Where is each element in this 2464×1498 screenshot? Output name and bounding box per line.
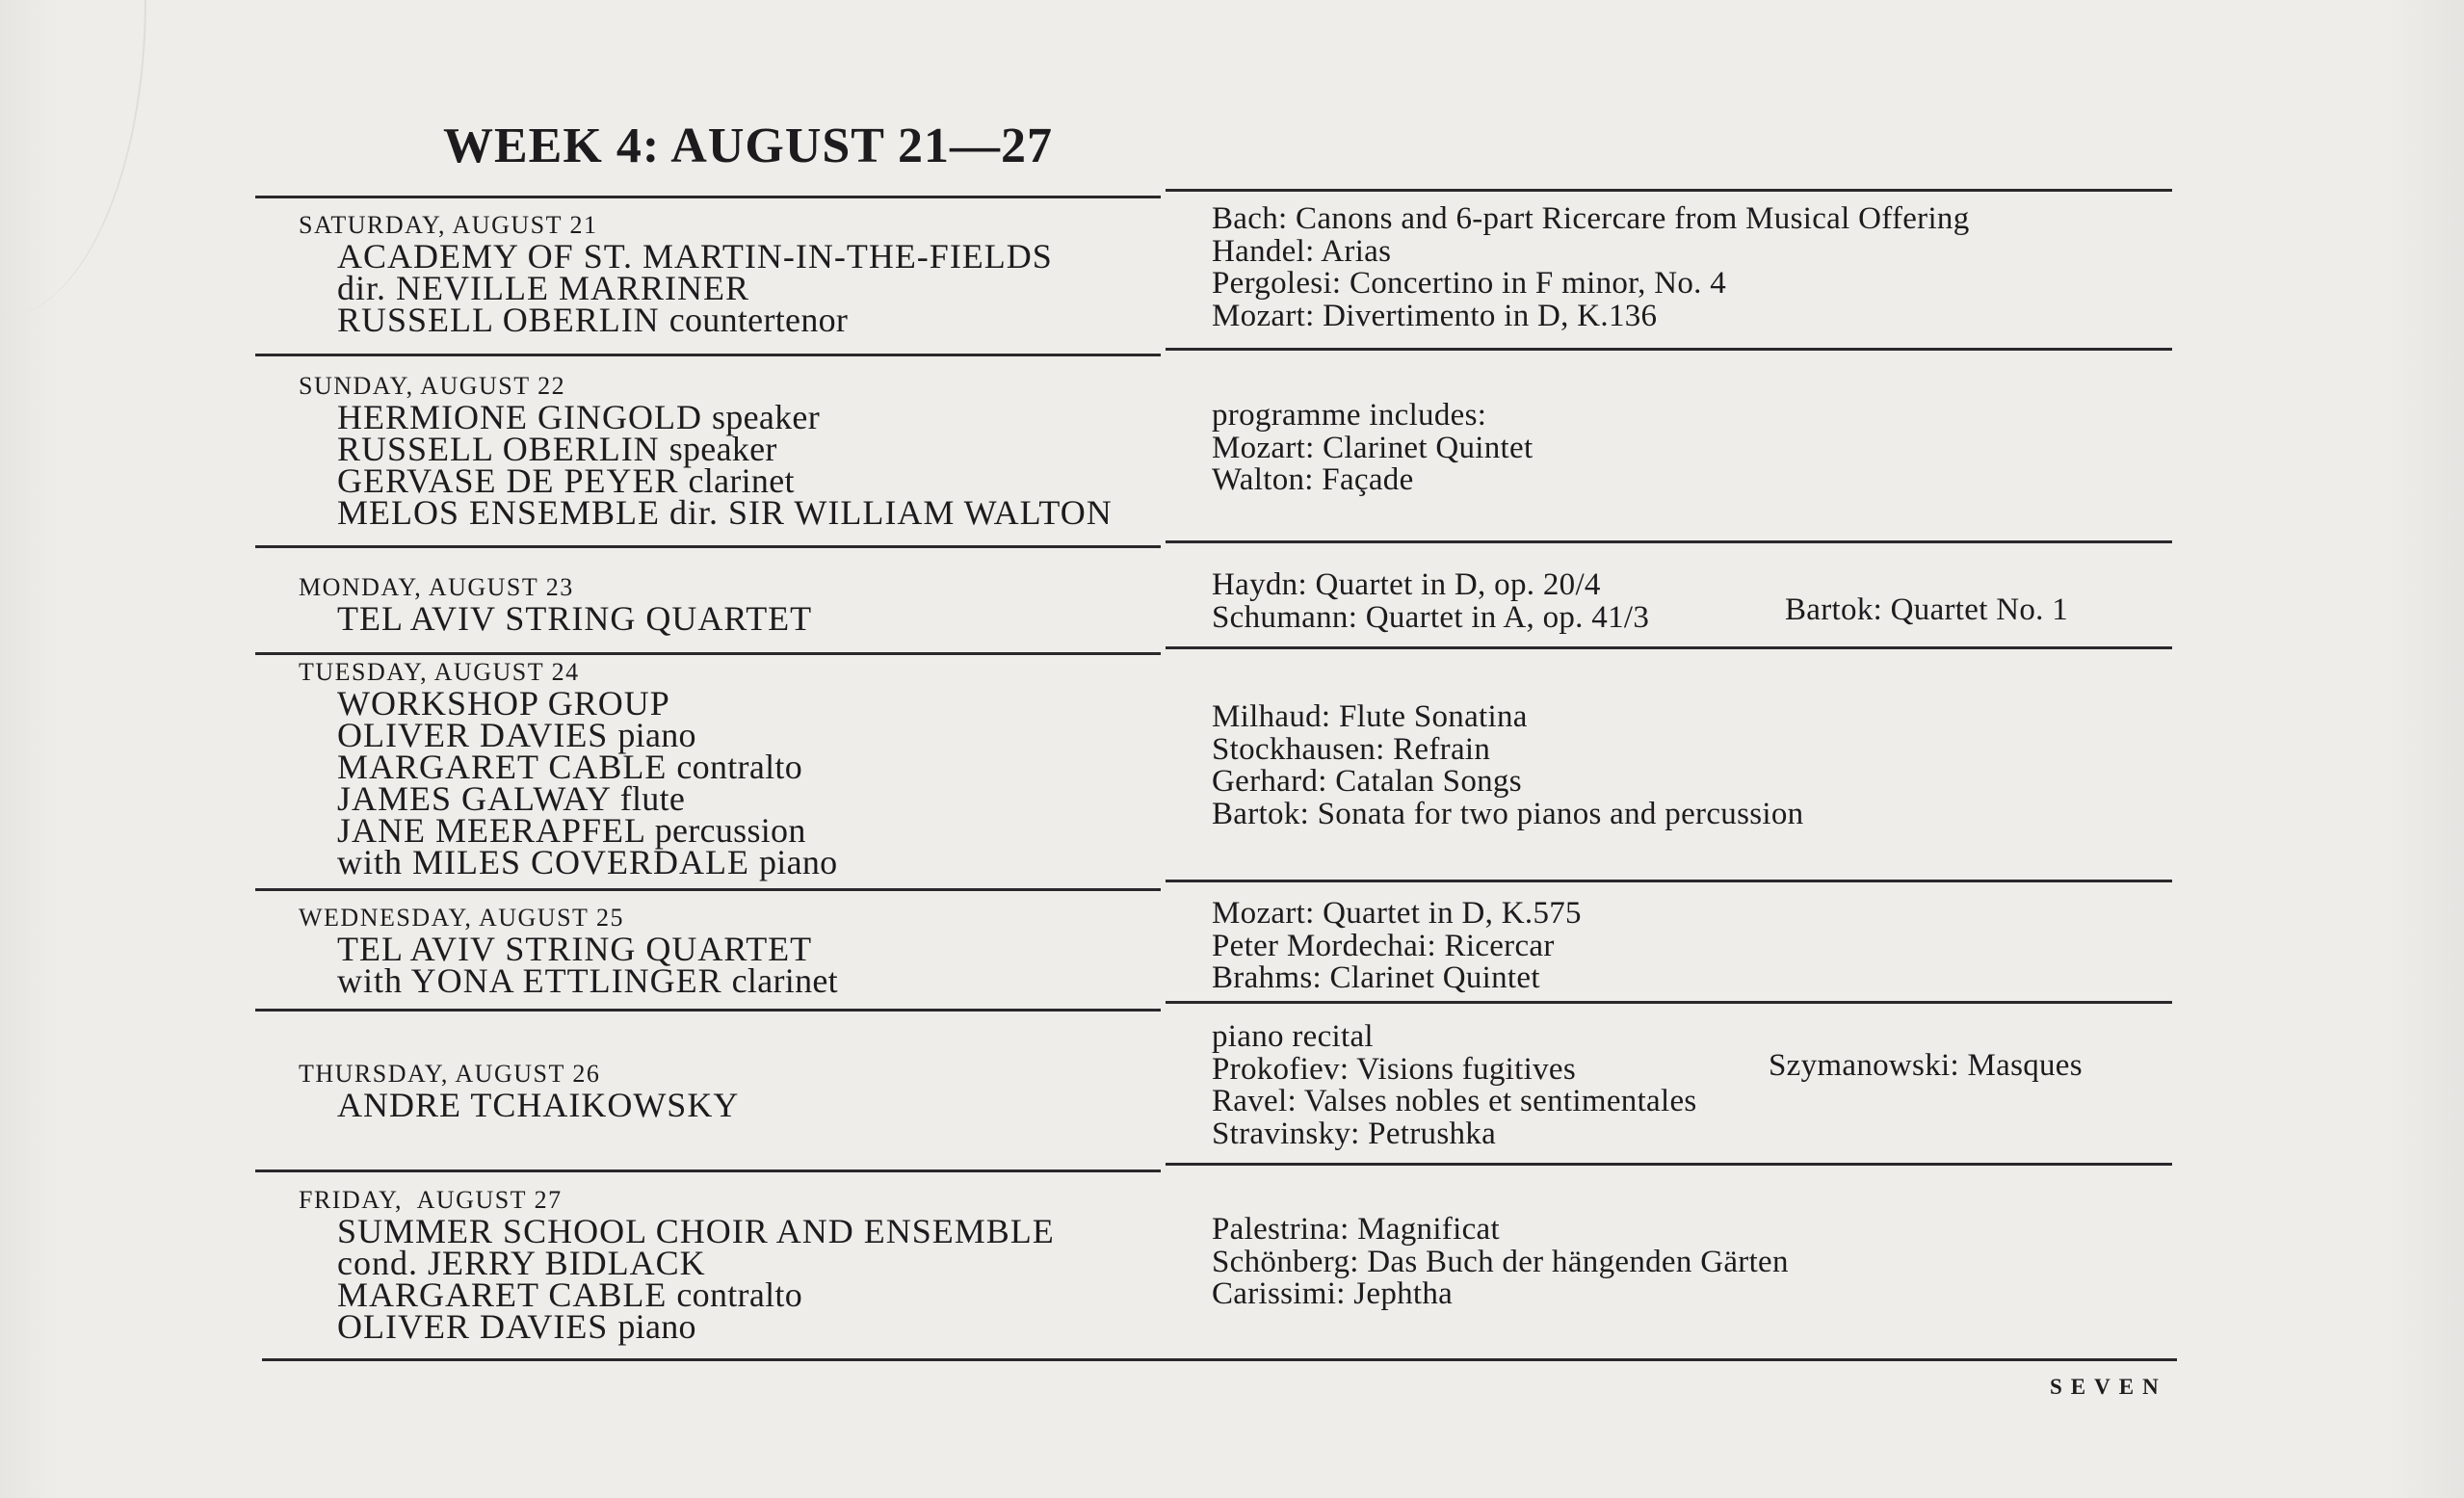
- performer-role: contralto: [676, 748, 803, 786]
- performer-role: piano: [617, 1307, 696, 1346]
- rule-right: [1166, 189, 2172, 192]
- performer-name: JAMES GALWAY: [337, 779, 611, 818]
- performer-name: GERVASE DE PEYER: [337, 461, 679, 500]
- performer-name: with MILES COVERDALE: [337, 843, 749, 881]
- day-tuesday-performers: [299, 657, 837, 879]
- day-friday-programme: [1212, 1214, 1789, 1311]
- day-sunday-programme: [1212, 400, 1533, 497]
- performer-name: ACADEMY OF ST. MARTIN-IN-THE-FIELDS: [337, 237, 1053, 276]
- performer-name: dir. NEVILLE MARRINER: [337, 269, 749, 307]
- programme-item: Peter Mordechai: Ricercar: [1212, 928, 1555, 963]
- performer-line: [299, 843, 838, 881]
- performer-line: [299, 1307, 1055, 1346]
- programme-item-extra: Bartok: Quartet No. 1: [1785, 592, 2069, 627]
- performer-line: [299, 493, 1113, 532]
- programme-item: Mozart: Clarinet Quintet: [1212, 430, 1533, 465]
- day-thursday-programme: [1212, 1021, 1697, 1150]
- performer-role: speaker: [711, 398, 820, 436]
- day-saturday-performers: [299, 210, 1053, 339]
- performer-name: WORKSHOP GROUP: [337, 684, 670, 723]
- day-sunday-performers: [299, 371, 1113, 532]
- programme-item: Mozart: Quartet in D, K.575: [1212, 896, 1582, 931]
- programme-item: Prokofiev: Visions fugitives: [1212, 1051, 1576, 1087]
- programme-item: Mozart: Divertimento in D, K.136: [1212, 298, 1658, 333]
- rule-right: [1166, 1163, 2172, 1166]
- rule-left: [255, 888, 1161, 891]
- rule-left: [255, 1009, 1161, 1012]
- rule-right: [1166, 646, 2172, 649]
- performer-name: ANDRE TCHAIKOWSKY: [337, 1086, 740, 1124]
- programme-item: Walton: Façade: [1212, 462, 1414, 497]
- performer-name: OLIVER DAVIES: [337, 716, 609, 754]
- page-fold-shadow: [0, 0, 146, 318]
- performer-line: [299, 301, 1053, 339]
- performer-role: clarinet: [731, 961, 838, 1000]
- performer-line: [299, 599, 813, 638]
- performer-name: TEL AVIV STRING QUARTET: [337, 599, 813, 638]
- bottom-rule: [262, 1358, 2177, 1361]
- day-thursday-performers: [299, 1059, 740, 1124]
- rule-left: [255, 545, 1161, 548]
- performer-name: cond. JERRY BIDLACK: [337, 1244, 706, 1282]
- programme-item: Stockhausen: Refrain: [1212, 731, 1491, 767]
- page-number: SEVEN: [2050, 1375, 2167, 1399]
- performer-role: speaker: [668, 430, 777, 468]
- rule-right: [1166, 880, 2172, 882]
- performer-role: piano: [759, 843, 838, 881]
- rule-left: [255, 1169, 1161, 1172]
- programme-item: piano recital: [1212, 1019, 1374, 1054]
- programme-item: Gerhard: Catalan Songs: [1212, 764, 1522, 799]
- day-date: FRIDAY, AUGUST 27: [299, 1186, 563, 1214]
- rule-right: [1166, 1001, 2172, 1004]
- rule-left: [255, 196, 1161, 198]
- performer-name: OLIVER DAVIES: [337, 1307, 609, 1346]
- programme-item: Bach: Canons and 6-part Ricercare from Musical Offering: [1212, 201, 1970, 236]
- day-wednesday-performers: [299, 903, 838, 1000]
- day-wednesday-programme: [1212, 898, 1582, 995]
- performer-line: [299, 961, 838, 1000]
- performer-role: contralto: [676, 1275, 803, 1314]
- performer-name: MELOS ENSEMBLE dir. SIR WILLIAM WALTON: [337, 493, 1113, 532]
- day-date: SATURDAY, AUGUST 21: [299, 211, 598, 239]
- day-saturday-programme: [1212, 203, 1970, 332]
- performer-role: clarinet: [688, 461, 795, 500]
- day-date: THURSDAY, AUGUST 26: [299, 1060, 601, 1088]
- rule-right: [1166, 540, 2172, 543]
- day-tuesday-programme: [1212, 701, 1803, 830]
- programme-item: Bartok: Sonata for two pianos and percussion: [1212, 796, 1804, 831]
- performer-role: flute: [619, 779, 686, 818]
- day-date: MONDAY, AUGUST 23: [299, 573, 574, 601]
- day-monday-performers: [299, 572, 813, 638]
- performer-role: countertenor: [668, 301, 849, 339]
- programme-item: Haydn: Quartet in D, op. 20/4: [1212, 567, 1601, 602]
- performer-role: percussion: [654, 811, 806, 850]
- day-friday-performers: [299, 1185, 1055, 1346]
- programme-item: Handel: Arias: [1212, 233, 1392, 269]
- performer-name: MARGARET CABLE: [337, 748, 668, 786]
- performer-name: RUSSELL OBERLIN: [337, 430, 660, 468]
- performer-name: JANE MEERAPFEL: [337, 811, 645, 850]
- performer-line: [299, 1086, 740, 1124]
- programme-item: Milhaud: Flute Sonatina: [1212, 699, 1528, 734]
- programme-item: Carissimi: Jephtha: [1212, 1276, 1454, 1311]
- programme-item: Schönberg: Das Buch der hängenden Gärten: [1212, 1244, 1789, 1279]
- page-title: WEEK 4: AUGUST 21—27: [443, 118, 1054, 173]
- programme-item: Palestrina: Magnificat: [1212, 1212, 1500, 1247]
- programme-item: Stravinsky: Petrushka: [1212, 1116, 1497, 1151]
- day-date: WEDNESDAY, AUGUST 25: [299, 904, 624, 932]
- performer-name: TEL AVIV STRING QUARTET: [337, 930, 813, 968]
- programme-item-extra: Szymanowski: Masques: [1769, 1048, 2083, 1083]
- day-monday-programme: [1212, 569, 1649, 634]
- programme-item: Schumann: Quartet in A, op. 41/3: [1212, 599, 1650, 635]
- programme-item: Pergolesi: Concertino in F minor, No. 4: [1212, 266, 1727, 301]
- performer-name: MARGARET CABLE: [337, 1275, 668, 1314]
- performer-role: piano: [617, 716, 696, 754]
- rule-right: [1166, 348, 2172, 351]
- programme-item: Brahms: Clarinet Quintet: [1212, 960, 1540, 995]
- performer-name: RUSSELL OBERLIN: [337, 301, 660, 339]
- rule-left: [255, 354, 1161, 356]
- performer-name: SUMMER SCHOOL CHOIR AND ENSEMBLE: [337, 1212, 1055, 1250]
- day-date: SUNDAY, AUGUST 22: [299, 372, 566, 400]
- programme-item: Ravel: Valses nobles et sentimentales: [1212, 1084, 1697, 1118]
- performer-name: HERMIONE GINGOLD: [337, 398, 702, 436]
- programme-item: programme includes:: [1212, 398, 1487, 433]
- performer-name: with YONA ETTLINGER: [337, 961, 722, 1000]
- rule-left: [255, 652, 1161, 655]
- day-date: TUESDAY, AUGUST 24: [299, 658, 580, 686]
